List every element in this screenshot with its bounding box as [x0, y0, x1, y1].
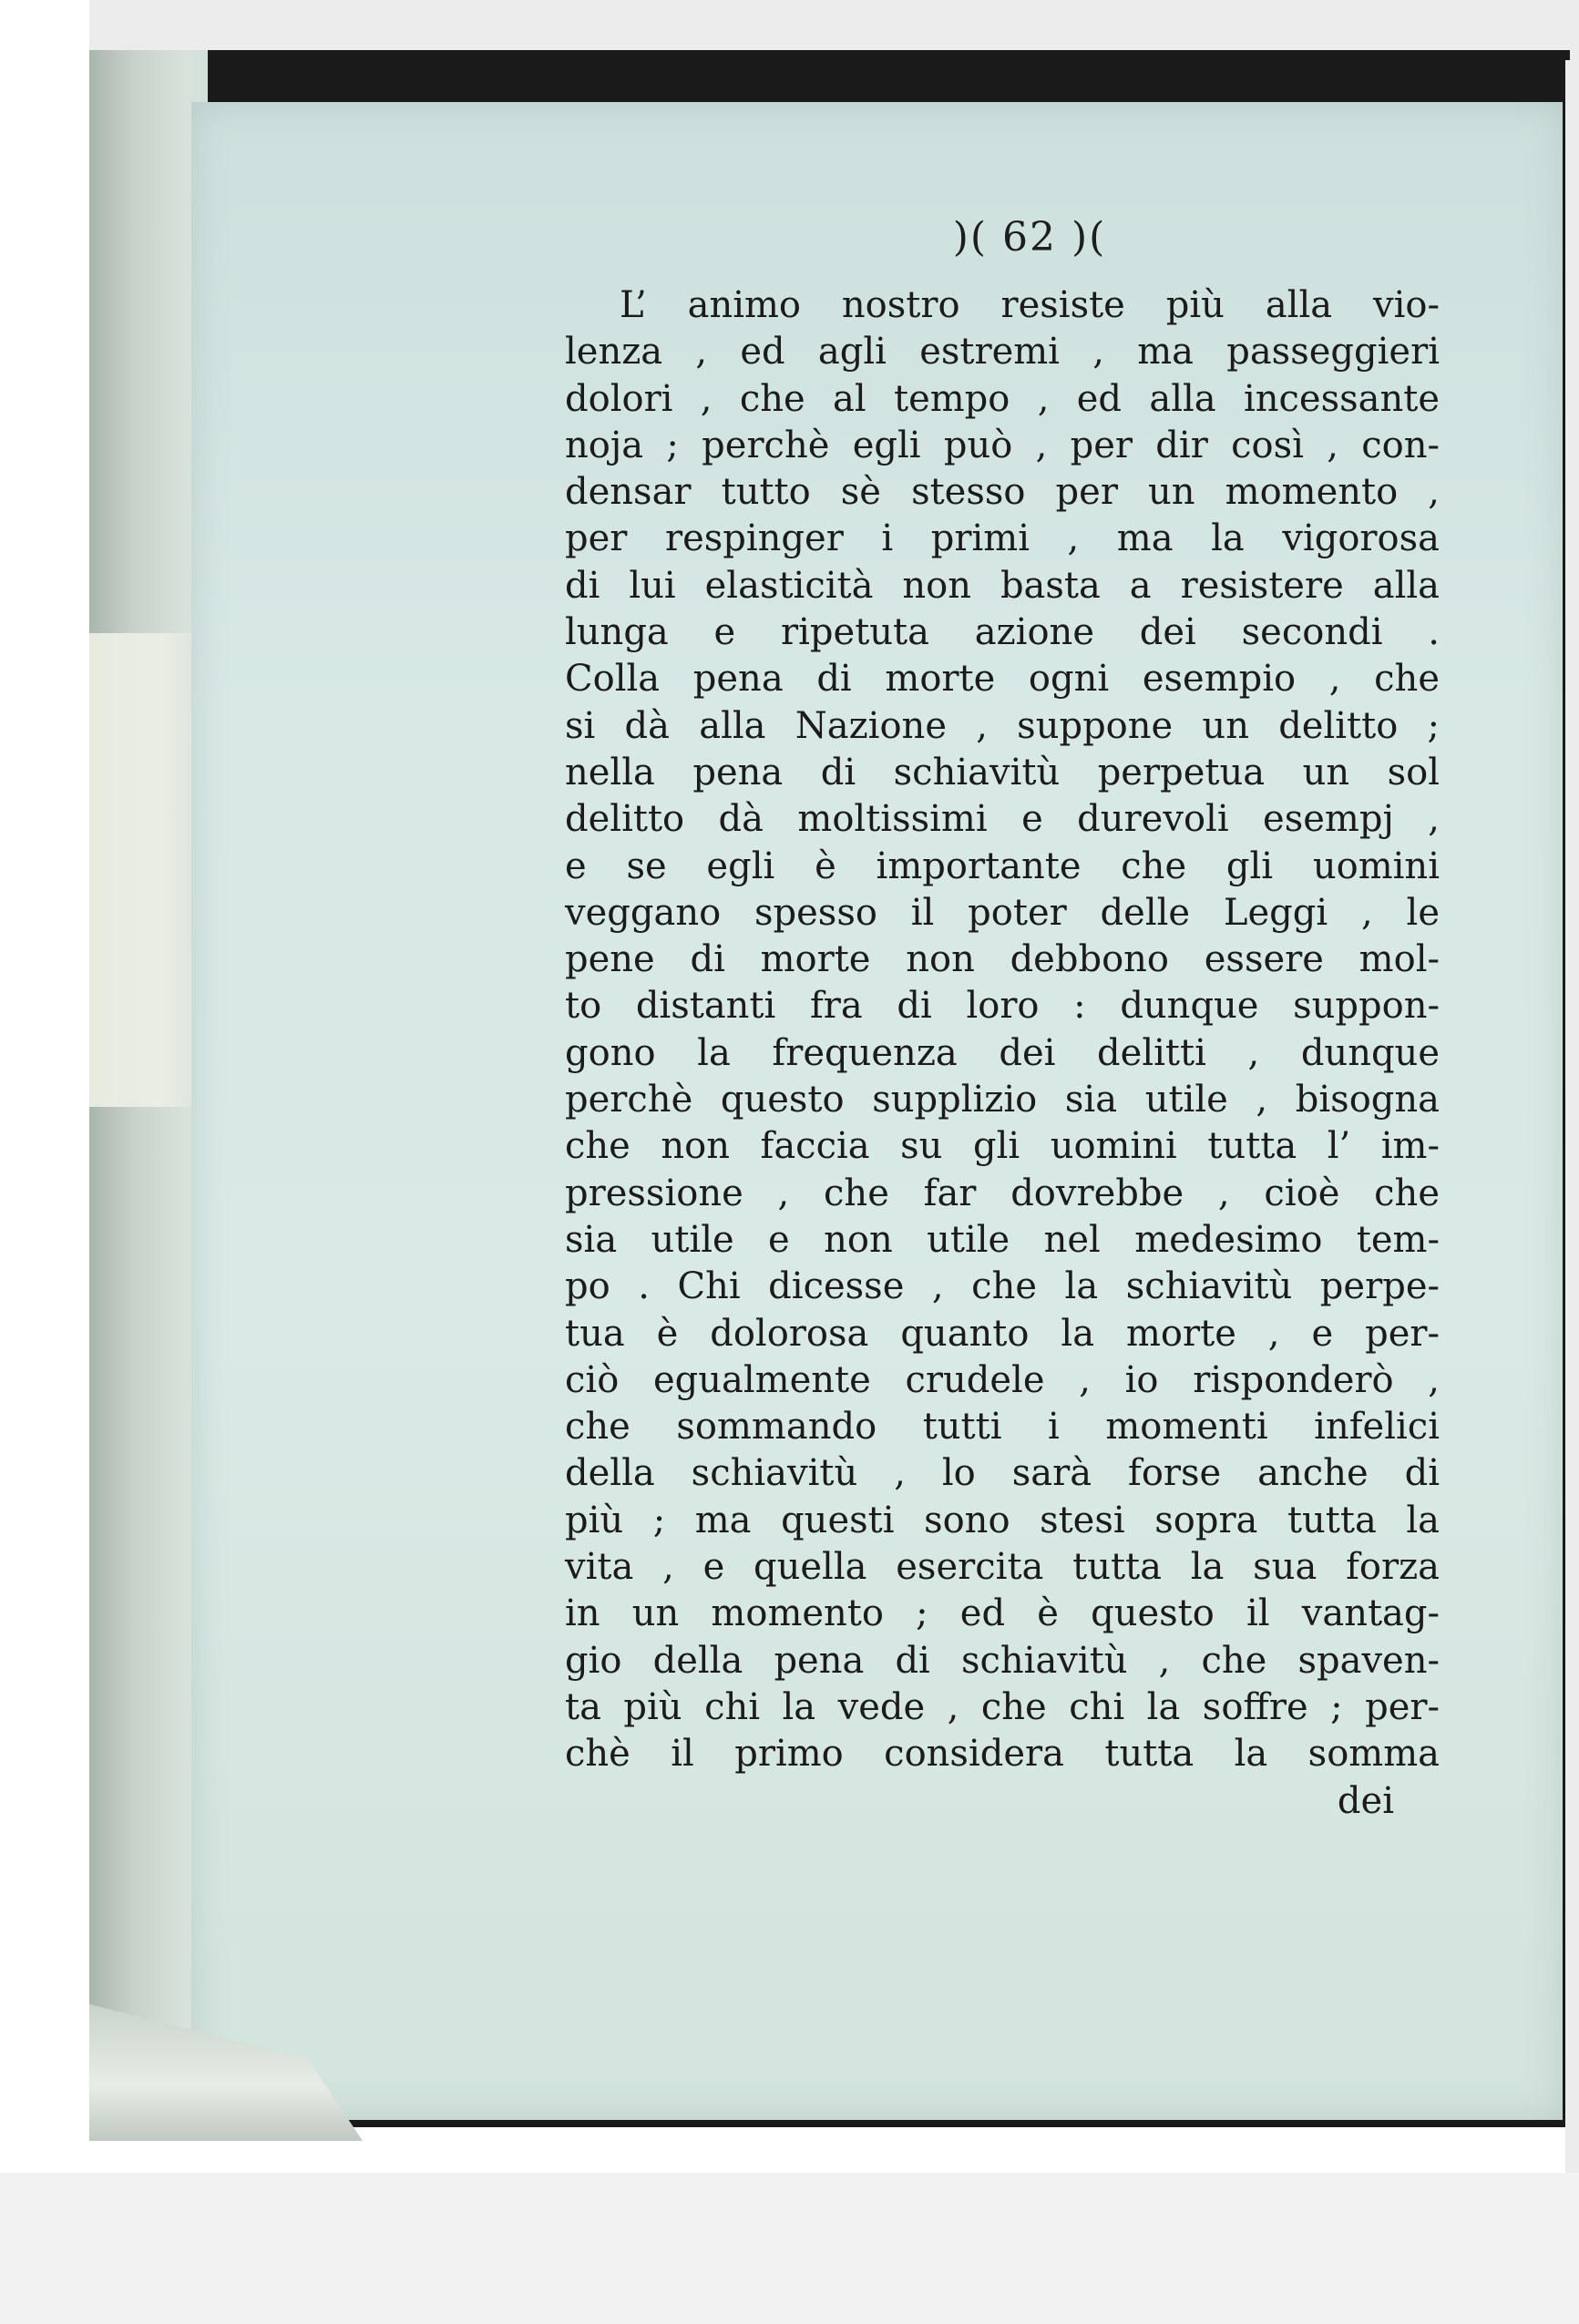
- page-gutter-edge: [89, 50, 208, 2127]
- body-text: [565, 282, 1440, 1825]
- text-line: in un momento ; ed è questo il vantag-: [565, 1592, 1440, 1635]
- text-line: veggano spesso il poter delle Leggi , le: [565, 891, 1440, 934]
- text-line: vita , e quella esercita tutta la sua forza: [565, 1546, 1440, 1589]
- scanner-bed-left: [0, 0, 89, 2324]
- text-line: to distanti fra di loro : dunque suppon-: [565, 985, 1440, 1028]
- text-line: per respinger i primi , ma la vigorosa: [565, 517, 1440, 560]
- text-line: sia utile e non utile nel medesimo tem-: [565, 1218, 1440, 1261]
- text-line: lenza , ed agli estremi , ma passeggieri: [565, 331, 1440, 374]
- text-line: ta più chi la vede , che chi la soffre ; per-: [565, 1685, 1440, 1728]
- text-line: della schiavitù , lo sarà forse anche di: [565, 1452, 1440, 1495]
- text-line: noja ; perchè egli può , per dir così , con-: [565, 424, 1440, 466]
- catchword: dei: [1337, 1779, 1394, 1822]
- text-line: gono la frequenza dei delitti , dunque: [565, 1031, 1440, 1074]
- text-line: perchè questo supplizio sia utile , bisogna: [565, 1079, 1440, 1121]
- text-line: si dà alla Nazione , suppone un delitto ;: [565, 704, 1440, 747]
- text-line: ciò egualmente crudele , io risponderò ,: [565, 1358, 1440, 1401]
- text-line: densar tutto sè stesso per un momento ,: [565, 471, 1440, 514]
- page-number-header: )( 62 )(: [952, 214, 1107, 261]
- text-line: tua è dolorosa quanto la morte , e per-: [565, 1312, 1440, 1355]
- text-line: lunga e ripetuta azione dei secondi .: [565, 611, 1440, 654]
- text-line: delitto dà moltissimi e durevoli esempj ,: [565, 798, 1440, 841]
- text-line: po . Chi dicesse , che la schiavitù perpe-: [565, 1265, 1440, 1308]
- text-line: chè il primo considera tutta la somma: [565, 1733, 1440, 1776]
- scanner-bed-bottom: [0, 2173, 1579, 2324]
- text-line: gio della pena di schiavitù , che spaven-: [565, 1639, 1440, 1682]
- scanner-bed-right: [1565, 60, 1579, 2174]
- text-line: e se egli è importante che gli uomini: [565, 845, 1440, 887]
- text-line: più ; ma questi sono stesi sopra tutta la: [565, 1499, 1440, 1541]
- text-line: che sommando tutti i momenti infelici: [565, 1406, 1440, 1449]
- text-line: L’ animo nostro resiste più alla vio-: [620, 284, 1440, 326]
- text-line: di lui elasticità non basta a resistere alla: [565, 564, 1440, 607]
- text-line: Colla pena di morte ogni esempio , che: [565, 658, 1440, 701]
- text-line: nella pena di schiavitù perpetua un sol: [565, 751, 1440, 793]
- text-line: dolori , che al tempo , ed alla incessante: [565, 377, 1440, 420]
- text-line: pressione , che far dovrebbe , cioè che: [565, 1172, 1440, 1214]
- text-line: pene di morte non debbono essere mol-: [565, 938, 1440, 981]
- text-line: che non faccia su gli uomini tutta l’ im-: [565, 1125, 1440, 1168]
